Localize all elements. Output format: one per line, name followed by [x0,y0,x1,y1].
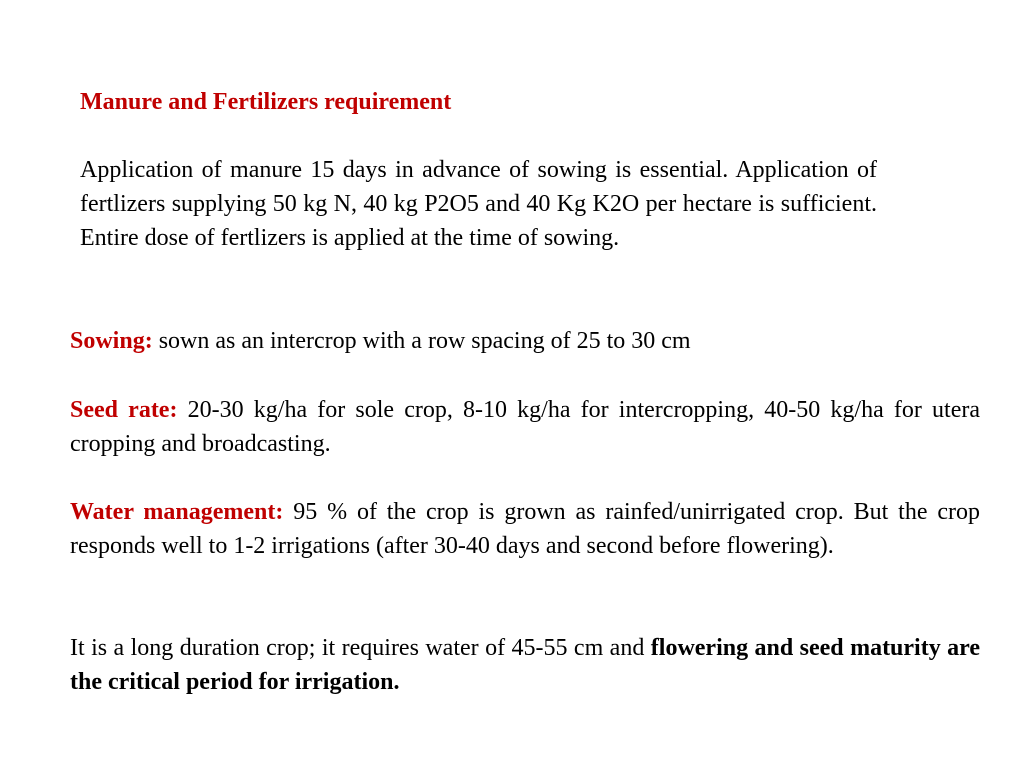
seed-rate-paragraph [70,393,980,461]
duration-text: It is a long duration crop; it requires water of 45-55 cm and [70,635,645,661]
manure-paragraph: Application of manure 15 days in advance of sowing is essential. Application of fertlizers supplying 50 kg N, 40 kg P2O5 and 40 Kg K2O per hectare is sufficient. Entire dose of fertlizers is applied at the time of sowing. [80,157,877,251]
seed-rate-text: 20-30 kg/ha for sole crop, 8-10 kg/ha for intercropping, 40-50 kg/ha for utera cropping and broadcasting. [70,397,981,457]
sowing-label: Sowing: [70,328,153,354]
duration-paragraph [70,631,980,699]
water-management-text: 95 % of the crop is grown as rainfed/unirrigated crop. But the crop responds well to 1-2 irrigations (after 30-40 days and second before flowering). [70,499,980,559]
water-management-paragraph [70,495,980,563]
sowing-paragraph [70,324,980,358]
critical-period-text: flowering and seed maturity are the critical period for irrigation. [70,635,981,695]
sowing-text: sown as an intercrop with a row spacing of 25 to 30 cm [158,328,691,354]
water-management-label: Water management: [70,499,284,525]
seed-rate-label: Seed rate: [70,397,178,423]
section-heading: Manure and Fertilizers requirement [80,89,452,115]
